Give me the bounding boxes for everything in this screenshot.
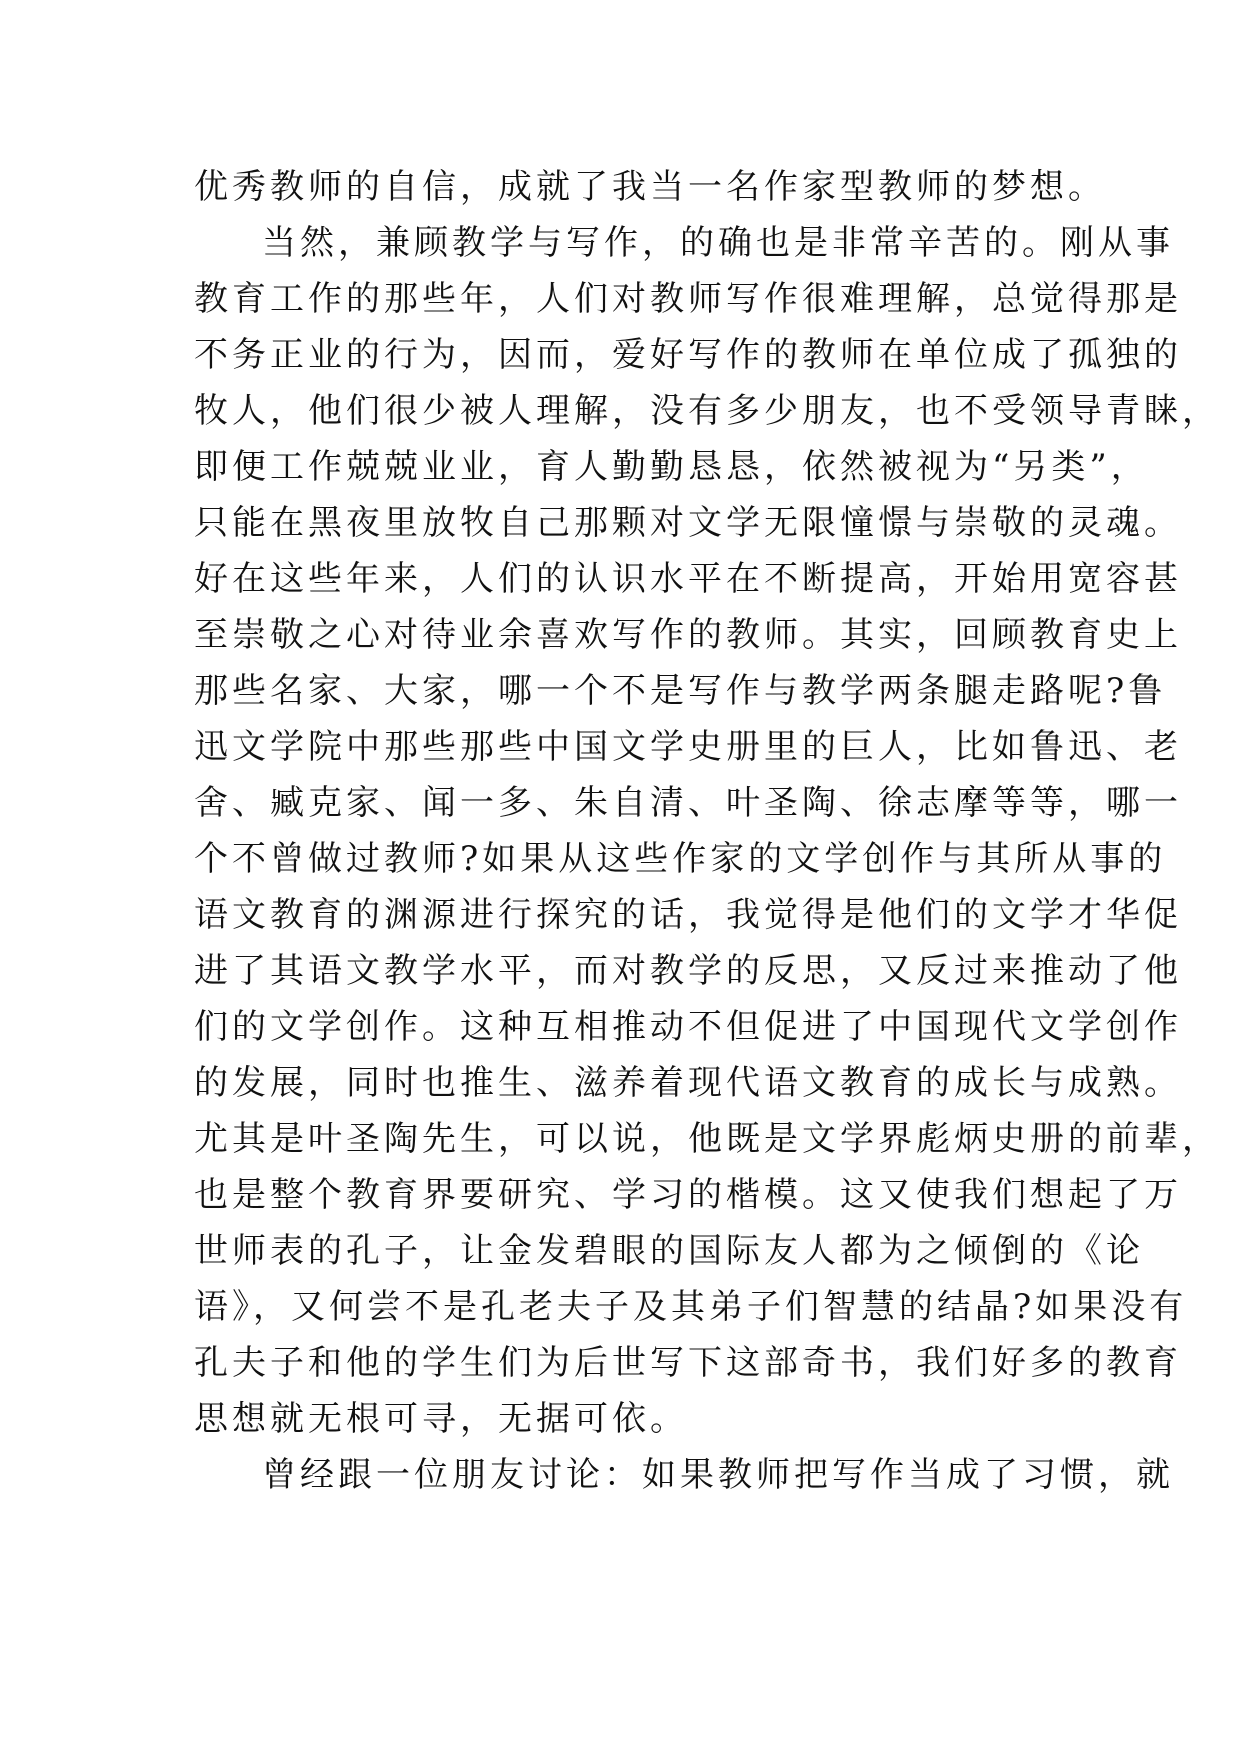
text-line: 不务正业的行为，因而，爱好写作的教师在单位成了孤独的: [194, 335, 1182, 375]
text-line: 好在这些年来，人们的认识水平在不断提高，开始用宽容甚: [194, 559, 1182, 599]
text-line: 牧人，他们很少被人理解，没有多少朋友，也不受领导青睐，: [194, 391, 1220, 431]
text-line: 至崇敬之心对待业余喜欢写作的教师。其实，回顾教育史上: [194, 615, 1182, 655]
text-line: 们的文学创作。这种互相推动不但促进了中国现代文学创作: [194, 1007, 1182, 1047]
text-line: 世师表的孔子，让金发碧眼的国际友人都为之倾倒的《论: [194, 1231, 1144, 1271]
text-line: 语文教育的渊源进行探究的话，我觉得是他们的文学才华促: [194, 895, 1182, 935]
text-line: 语》，又何尝不是孔老夫子及其弟子们智慧的结晶?如果没有: [194, 1287, 1188, 1327]
text-line: 尤其是叶圣陶先生，可以说，他既是文学界彪炳史册的前辈，: [194, 1119, 1220, 1159]
text-line: 那些名家、大家，哪一个不是写作与教学两条腿走路呢?鲁: [194, 671, 1167, 711]
text-line: 舍、臧克家、闻一多、朱自清、叶圣陶、徐志摩等等，哪一: [194, 783, 1182, 823]
text-line: 迅文学院中那些那些中国文学史册里的巨人，比如鲁迅、老: [194, 727, 1182, 767]
text-line: 教育工作的那些年，人们对教师写作很难理解，总觉得那是: [194, 279, 1182, 319]
text-line: 进了其语文教学水平，而对教学的反思，又反过来推动了他: [194, 951, 1182, 991]
text-line: 只能在黑夜里放牧自己那颗对文学无限憧憬与崇敬的灵魂。: [194, 503, 1182, 543]
text-line: 即便工作兢兢业业，育人勤勤恳恳，依然被视为“另类”，: [194, 447, 1149, 487]
body-text: [194, 159, 1220, 1503]
paragraph-start-line: 当然，兼顾教学与写作，的确也是非常辛苦的。刚从事: [262, 223, 1174, 263]
text-line: 孔夫子和他的学生们为后世写下这部奇书，我们好多的教育: [194, 1343, 1182, 1383]
text-line: 的发展，同时也推生、滋养着现代语文教育的成长与成熟。: [194, 1063, 1182, 1103]
paragraph-start-line: 曾经跟一位朋友讨论：如果教师把写作当成了习惯，就: [262, 1455, 1174, 1495]
text-line: 思想就无根可寻，无据可依。: [194, 1399, 688, 1439]
text-line: 个不曾做过教师?如果从这些作家的文学创作与其所从事的: [194, 839, 1167, 879]
text-line: 也是整个教育界要研究、学习的楷模。这又使我们想起了万: [194, 1175, 1182, 1215]
text-line: 优秀教师的自信，成就了我当一名作家型教师的梦想。: [194, 167, 1106, 207]
